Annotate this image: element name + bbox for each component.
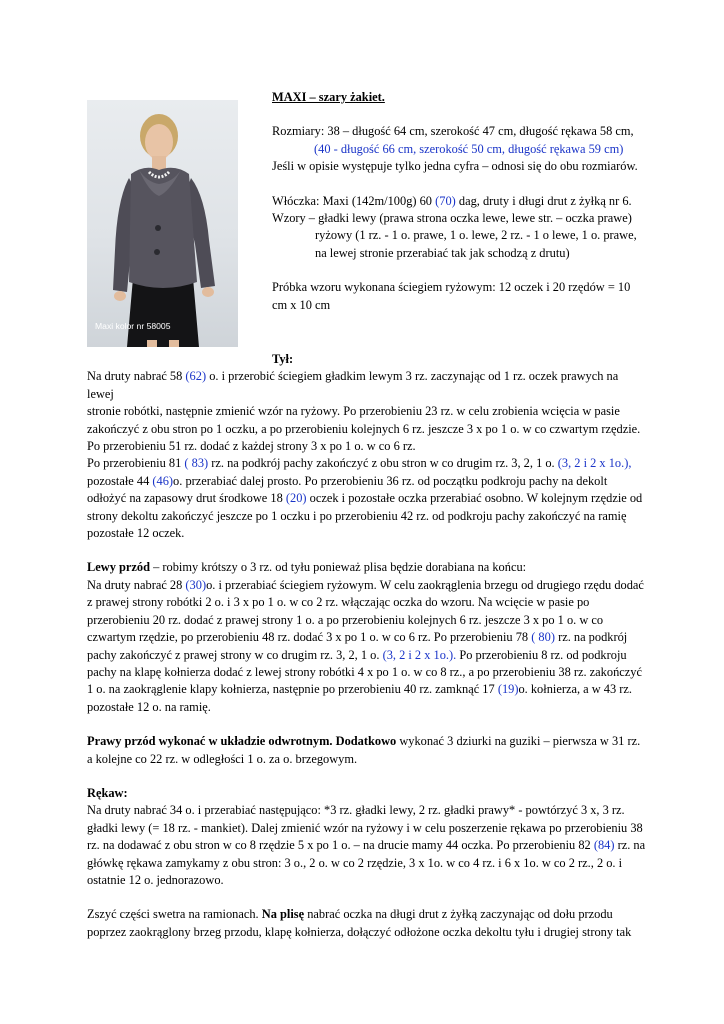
- text-line: Na druty nabrać 34 o. i przerabiać następująco: *3 rz. gładki lewy, 2 rz. gładki prawy* - powtórzyć 3 x, 3 rz.: [87, 803, 625, 818]
- gauge-line: Próbka wzoru wykonana ściegiem ryżowym: 12 oczek i 20 rzędów = 10: [272, 280, 631, 295]
- patterns-line: Wzory – gładki lewy (prawa strona oczka lewe, lewe str. – oczka prawe): [272, 211, 632, 226]
- text-line: a kolejne co 22 rz. w odległości 1 o. za o. brzegowym.: [87, 751, 358, 766]
- header-block: [272, 89, 652, 314]
- patterns-line: ryżowy (1 rz. - 1 o. prawe, 1 o. lewe, 2 rz. - 1 o lewe, 1 o. prawe,: [315, 228, 637, 243]
- sizes-note: Jeśli w opisie występuje tylko jedna cyfra – odnosi się do obu rozmiarów.: [272, 159, 638, 174]
- text-line: przerobieniu 20 rz. dodać z prawej strony 1 o. a po przerobieniu kolejnych 6 rz. jeszcze 3 x po 1 o. w co: [87, 612, 604, 627]
- page-title: MAXI – szary żakiet.: [272, 90, 385, 104]
- face-shape: [145, 124, 173, 160]
- text-line: pozostałe 44 (46)o. przerabiać dalej prosto. Po przerobieniu 36 rz. od początku podkroju pachy na dekolt: [87, 473, 608, 488]
- neck-shape: [152, 156, 166, 170]
- text-line: ostatnie 12 o. jednorazowo.: [87, 872, 224, 887]
- right-hand-shape: [202, 287, 214, 297]
- sizes-alt-line: (40 - długość 66 cm, szerokość 50 cm, długość rękawa 59 cm): [314, 141, 624, 156]
- text-line: Na druty nabrać 28 (30)o. i przerabiać ściegiem ryżowym. W celu zaokrąglenia brzegu od drugiego rzędu dodać: [87, 577, 644, 592]
- instructions-body: [87, 351, 647, 941]
- text-line: Po przerobieniu 51 rz. dodać z każdej strony 3 x po 1 o. w co 6 rz.: [87, 439, 416, 454]
- gauge-line: cm x 10 cm: [272, 297, 331, 312]
- text-line: odłożyć na zapasowy drut środkowe 18 (20) oczek i pozostałe oczka przerabiać osobno. W kolejnym rzędzie od: [87, 491, 643, 506]
- text-line: pozostałe 12 o. na ramię.: [87, 699, 211, 714]
- back-heading: Tył:: [272, 352, 294, 366]
- sleeve-heading: Rękaw:: [87, 785, 128, 800]
- right-front-intro: Prawy przód wykonać w układzie odwrotnym. Dodatkowo wykonać 3 dziurki na guziki – pierwsza w 31 rz.: [87, 734, 641, 749]
- yarn-text: Włóczka: Maxi (142m/100g) 60: [272, 193, 433, 208]
- text-line: z prawej strony robótki 2 o. i 3 x po 1 o. w co 2 rz. włączając oczka do wzoru. Na wcięcie w pasie po: [87, 595, 590, 610]
- text-line: strony dekoltu zakończyć jeszcze po 1 oczku i po przerobieniu 42 rz. od podkroju pachy zakończyć na ramię: [87, 508, 627, 523]
- text-line: zakończyć z obu stron po 1 oczku, a po przerobieniu kolejnych 6 rz. jeszcze 3 x po 1 o. w co czwartym rzędzie.: [87, 421, 641, 436]
- left-leg-shape: [147, 340, 157, 347]
- right-front-heading: Prawy przód wykonać w układzie odwrotnym. Dodatkowo: [87, 734, 397, 749]
- text-line: pozostałe 12 oczek.: [87, 526, 185, 541]
- border-heading: Na plisę: [261, 907, 305, 922]
- button-shape: [155, 225, 161, 231]
- sizes-line: Rozmiary: 38 – długość 64 cm, szerokość 47 cm, długość rękawa 58 cm,: [272, 124, 634, 139]
- text-line: gładki lewy (= 18 rz. - mankiet). Dalej zmienić wzór na ryżowy i w celu poszerzenie rękawa po przerobieniu 38: [87, 820, 643, 835]
- text-line: poprzez zaokrąglony brzeg przodu, klapę kołnierza, dołączyć odłożone oczka dekoltu tyłu i drugiej strony tak: [87, 924, 632, 939]
- model-illustration: [87, 100, 238, 347]
- left-hand-shape: [114, 291, 126, 301]
- text-line: Na druty nabrać 58 (62) o. i przerobić ściegiem gładkim lewym 3 rz. zaczynając od 1 rz. oczek prawych na lewej: [87, 369, 619, 401]
- finishing-line: Zszyć części swetra na ramionach. Na plisę nabrać oczka na długi drut z żyłką zaczynając od dołu przodu: [87, 907, 613, 922]
- photo-caption: Maxi kolor nr 58005: [95, 321, 171, 331]
- button-shape: [154, 249, 160, 255]
- text-line: stronie robótki, następnie zmienić wzór na ryżowy. Po przerobieniu 23 rz. w celu zrobienia wcięcia w pasie: [87, 404, 620, 419]
- patterns-line: na lewej stronie przerabiać tak jak schodzą z drutu): [315, 245, 570, 260]
- yarn-text-tail: dag, druty i długi drut z żyłką nr 6.: [458, 193, 632, 208]
- left-front-intro: Lewy przód – robimy krótszy o 3 rz. od tyłu ponieważ plisa będzie dorabiana na końcu:: [87, 560, 527, 575]
- text-line: główkę rękawa zamykamy z obu stron: 3 o., 2 o. w co 2 rzędzie, 3 x 1o. w co 4 rz. i 6 x 1o. w co 2 rz., 2 o. i: [87, 855, 623, 870]
- yarn-alt-value: (70): [435, 193, 456, 208]
- right-leg-shape: [169, 340, 179, 347]
- text-line: pachy zakończyć z prawej strony w co drugim rz. 3, 2, 1 o. (3, 2 i 2 x 1o.). Po przerobieniu 8 rz. od podkroju: [87, 647, 627, 662]
- text-line: czwartym rzędzie, po przerobieniu 48 rz. dodać 3 x po 1 o. w co 6 rz. Po przerobieniu 78 ( 80) rz. na podkrój: [87, 630, 628, 645]
- text-line: 1 o. na zaokrąglenie klapy kołnierza, następnie po przerobieniu 40 rz. zamknąć 17 (19)o. kołnierza, a w 43 rz.: [87, 682, 633, 697]
- product-photo: [87, 100, 238, 347]
- left-front-heading: Lewy przód: [87, 560, 150, 575]
- yarn-line: [272, 193, 652, 210]
- text-line: rz. na dodawać z obu stron w co 8 rzędzie 5 x po 1 o. – na drucie mamy 44 oczka. Po przerobieniu 82 (84) rz. na: [87, 838, 646, 853]
- text-line: Po przerobieniu 81 ( 83) rz. na podkrój pachy zakończyć z obu stron w co drugim rz. 3, 2, 1 o. (3, 2 i 2 x 1o.),: [87, 456, 632, 471]
- skirt-shape: [127, 278, 199, 347]
- text-line: pachy na klapę kołnierza dodać z lewej strony robótki 4 x po 1 o. w co 8 rz., a po przerobieniu 38 rz. zakończyć: [87, 664, 642, 679]
